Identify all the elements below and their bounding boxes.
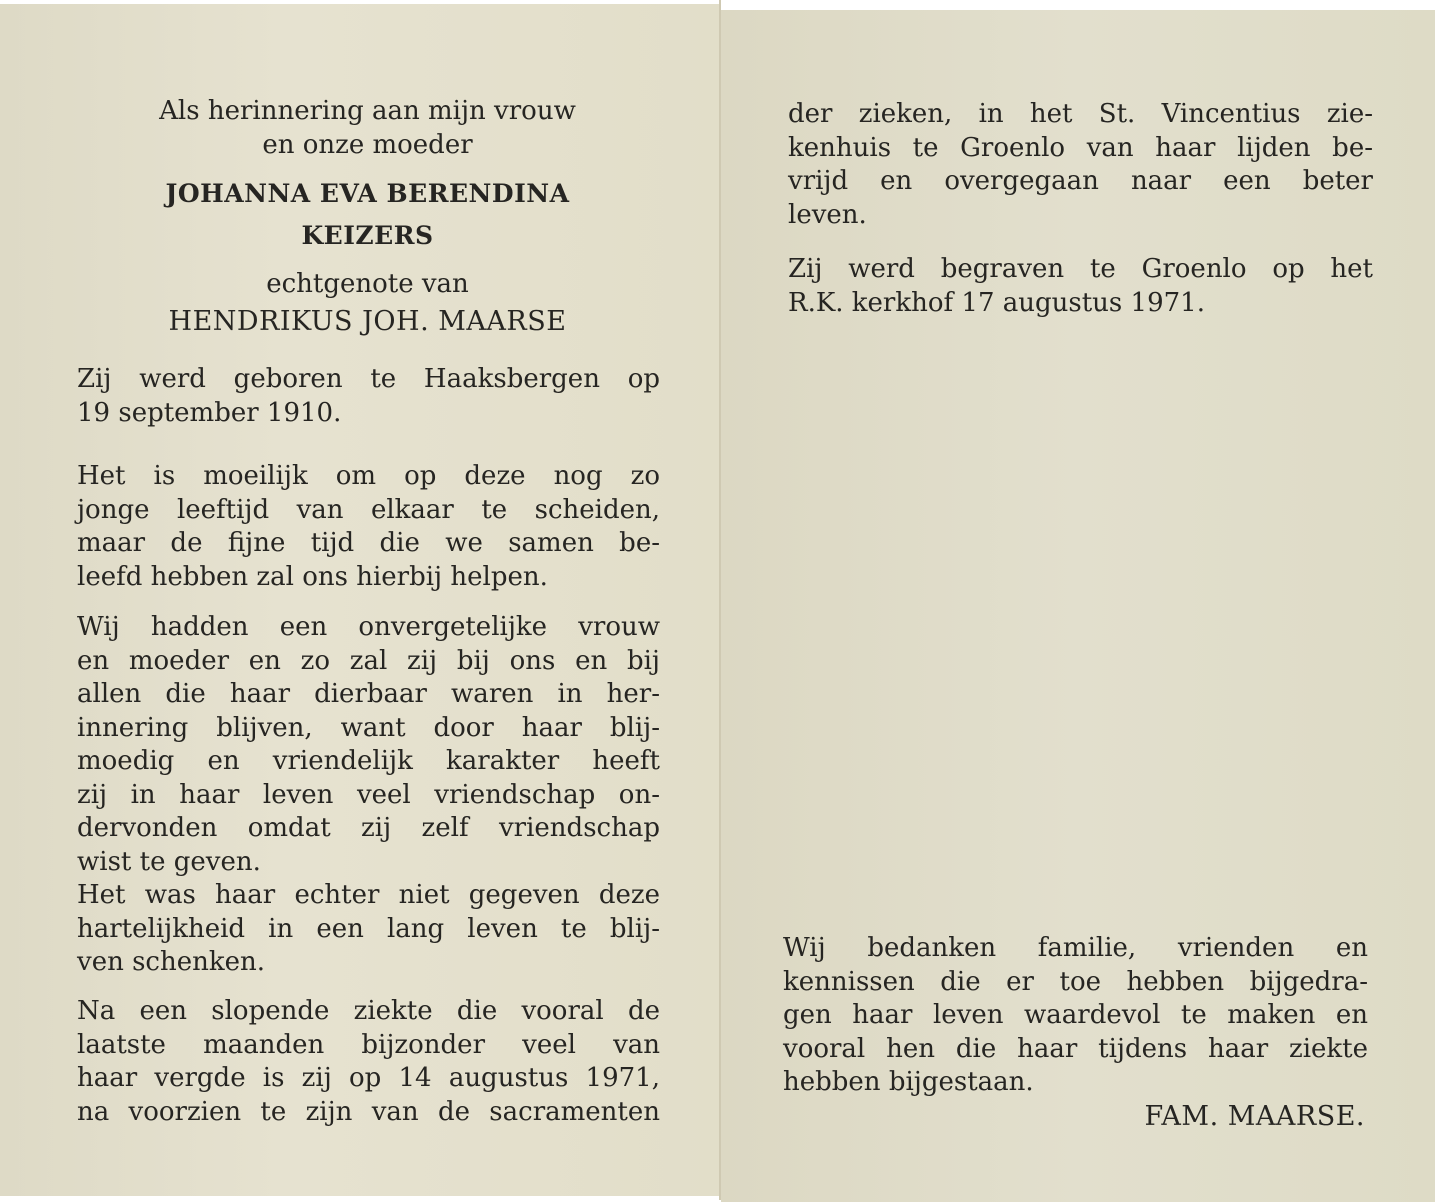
paragraph-4: Na een slopende ziekte die vooral de laatste maanden bijzonder veel van haar vergde is zij op 14 augustus 1971, na voorzien te zijn van de sacramenten bbox=[77, 996, 660, 1127]
paragraph-2: Het is moeilijk om op deze nog zo jonge leeftijd van elkaar te scheiden, maar de fijne tijd die we samen be- leefd hebben zal ons hierbij helpen. bbox=[77, 461, 660, 592]
header-line: en onze moeder bbox=[262, 129, 473, 160]
thanks-paragraph: Wij bedanken familie, vrienden en kennissen die er toe hebben bijgedra- gen haar leven waardevol te maken en vooral hen die haar tijdens haar ziekte hebben bijgestaan. bbox=[783, 933, 1368, 1097]
card-fold bbox=[719, 0, 721, 1200]
right-paragraph-1: der zieken, in het St. Vincentius zie- kenhuis te Groenlo van haar lijden be- vrijd en overgegaan naar een beter leven. bbox=[788, 99, 1373, 230]
paragraph-3: Wij hadden een onvergetelijke vrouw en moeder en zo zal zij bij ons en bij allen die haar dierbaar waren in her- innering blijven, want door haar blij- moedig en vriendelijk karakter heeft zij in haar leven veel vriendschap on- dervonden omdat zij zelf vriendschap wist te geven. Het was haar echter niet gegeven deze hartelijkheid in een lang leven te blij- ven schenken. bbox=[77, 612, 660, 977]
birth-paragraph: Zij werd geboren te Haaksbergen op 19 september 1910. bbox=[77, 364, 660, 428]
burial-paragraph: Zij werd begraven te Groenlo op het R.K. kerkhof 17 augustus 1971. bbox=[788, 254, 1373, 318]
header-line: Als herinnering aan mijn vrouw bbox=[159, 96, 576, 126]
spouse-name: HENDRIKUS JOH. MAARSE bbox=[168, 306, 567, 337]
dedication bbox=[75, 95, 660, 162]
deceased-name: JOHANNA EVA BERENDINA KEIZERS bbox=[165, 179, 570, 250]
family-signature: FAM. MAARSE. bbox=[1144, 1101, 1365, 1132]
spouse-label: echtgenote van bbox=[266, 269, 469, 299]
